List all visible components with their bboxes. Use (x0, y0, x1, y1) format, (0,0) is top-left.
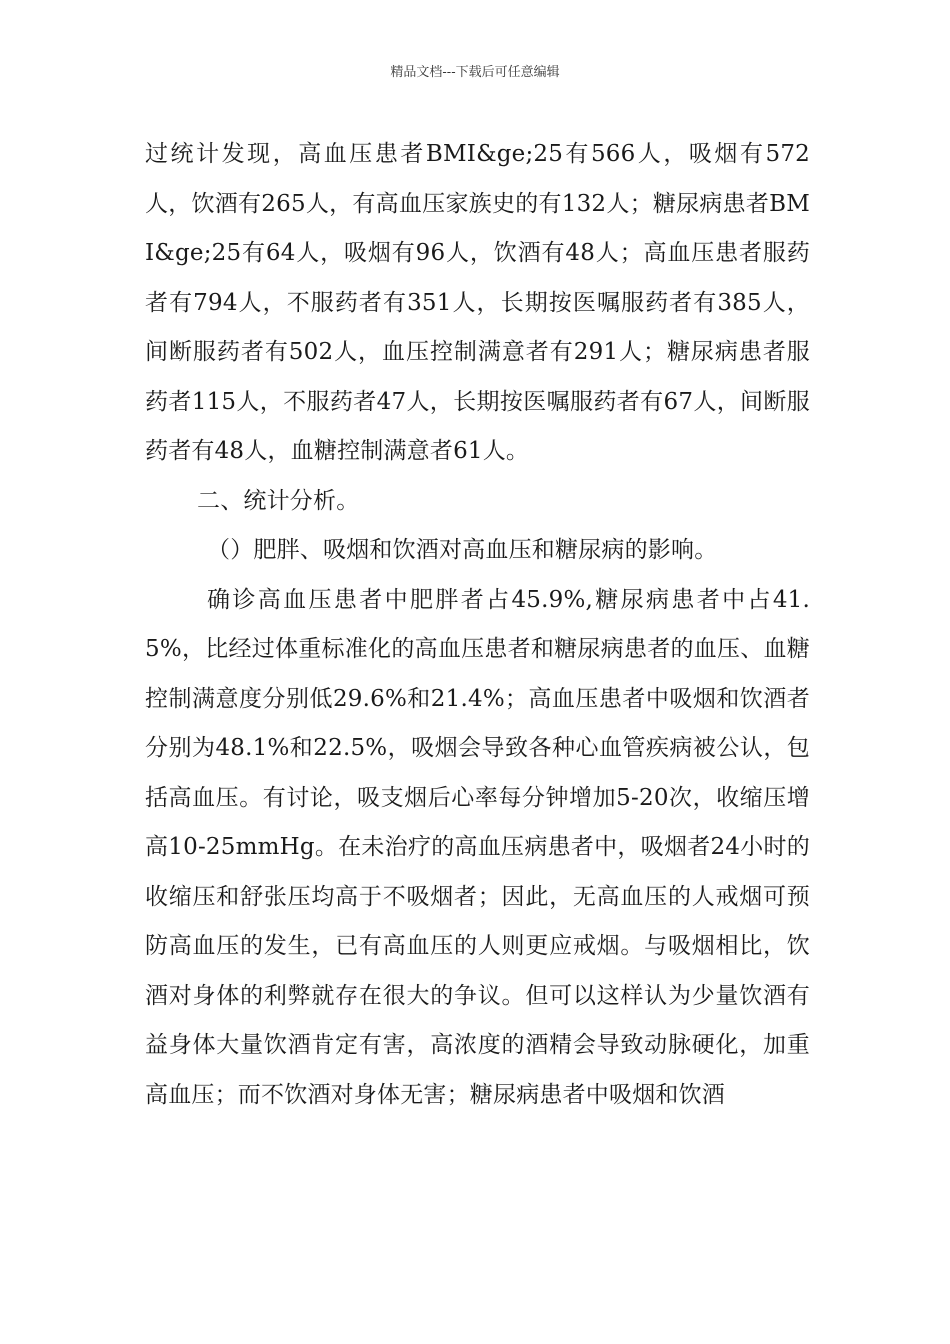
section-heading: 二、统计分析。 (197, 487, 360, 514)
document-body (145, 130, 810, 1120)
paragraph-statistics: 过统计发现，高血压患者BMI&ge;25有566人，吸烟有572人，饮酒有265人，有高血压家族史的有132人；糖尿病患者BMI&ge;25有64人，吸烟有96人，饮酒有48人；高血压患者服药者有794人，不服药者有351人，长期按医嘱服药者有385人，间断服药者有502人，血压控制满意者有291人；糖尿病患者服药者115人，不服药者47人，长期按医嘱服药者有67人，间断服药者有48人，血糖控制满意者61人。 (145, 141, 810, 464)
subsection-heading: （）肥胖、吸烟和饮酒对高血压和糖尿病的影响。 (207, 537, 718, 563)
paragraph-analysis: 确诊高血压患者中肥胖者占45.9%,糖尿病患者中占41.5%，比经过体重标准化的高血压患者和糖尿病患者的血压、血糖控制满意度分别低29.6%和21.4%；高血压患者中吸烟和饮酒者分别为48.1%和22.5%，吸烟会导致各种心血管疾病被公认，包括高血压。有讨论，吸支烟后心率每分钟增加5-20次，收缩压增高10-25mmHg。在未治疗的高血压病患者中，吸烟者24小时的收缩压和舒张压均高于不吸烟者；因此，无高血压的人戒烟可预防高血压的发生，已有高血压的人则更应戒烟。与吸烟相比，饮酒对身体的利弊就存在很大的争议。但可以这样认为少量饮酒有益身体大量饮酒肯定有害，高浓度的酒精会导致动脉硬化，加重高血压；而不饮酒对身体无害；糖尿病患者中吸烟和饮酒 (145, 586, 810, 1108)
page-header: 精品文档---下载后可任意编辑 (390, 65, 560, 80)
